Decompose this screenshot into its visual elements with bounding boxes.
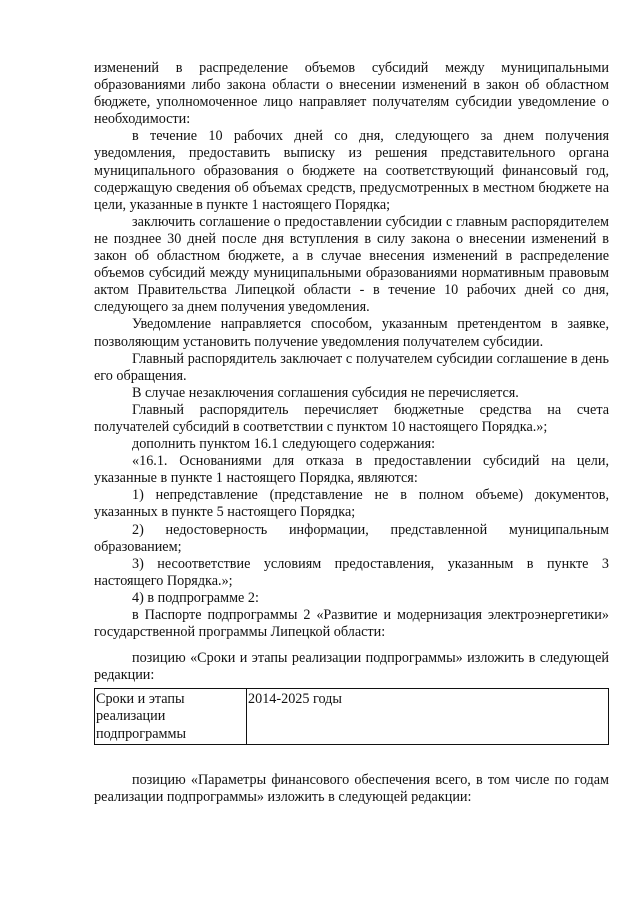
paragraph-final: позицию «Параметры финансового обеспечения всего, в том числе по годам реализации подпрограммы» изложить в следующей редакции:: [94, 771, 609, 805]
paragraph-7: Главный распорядитель перечисляет бюджетные средства на счета получателей субсидий в соответствии с пунктом 10 настоящего Порядка.»;: [94, 401, 609, 435]
paragraph-8: дополнить пунктом 16.1 следующего содержания:: [132, 436, 436, 453]
paragraph-14: в Паспорте подпрограммы 2 «Развитие и модернизация электроэнергетики» государственной программы Липецкой области:: [94, 607, 609, 641]
table-label-line: реализации: [96, 708, 166, 725]
table-cell-value: 2014-2025 годы: [247, 689, 609, 744]
paragraph-6: В случае незаключения соглашения субсидия не перечисляется.: [132, 384, 519, 401]
table-cell-label: [95, 689, 247, 744]
paragraph-3: заключить соглашение о предоставлении субсидии с главным распорядителем не позднее 30 дней после дня вступления в силу закона о внесении изменений в закон об областном бюджете, а в случае внесения изменений в распределение объемов субсидий между муниципальными образованиями нормативным правовым актом Правительства Липецкой области - в течение 10 рабочих дней со дня, следующего за днем получения уведомления.: [94, 213, 609, 316]
paragraph-1: изменений в распределение объемов субсидий между муниципальными образованиями либо закона области о внесении изменений в закон об областном бюджете, уполномоченное лицо направляет получателям субсидии уведомление о необходимости:: [94, 60, 609, 128]
paragraph-5: Главный распорядитель заключает с получателем субсидии соглашение в день его обращения.: [94, 350, 609, 384]
terms-table: [94, 688, 609, 744]
paragraph-15: позицию «Сроки и этапы реализации подпрограммы» изложить в следующей редакции:: [94, 650, 609, 684]
table-row: [95, 689, 609, 744]
paragraph-4: Уведомление направляется способом, указанным претендентом в заявке, позволяющим установить получение уведомления получателем субсидии.: [94, 316, 609, 350]
paragraph-9: «16.1. Основаниями для отказа в предоставлении субсидий на цели, указанные в пункте 1 настоящего Порядка, являются:: [94, 453, 609, 487]
paragraph-2: в течение 10 рабочих дней со дня, следующего за днем получения уведомления, предоставить выписку из решения представительного органа муниципального образования о бюджете на соответствующий финансовый год, содержащую сведения об объемах средств, предусмотренных в местном бюджете на цели, указанные в пункте 1 настоящего Порядка;: [94, 128, 609, 213]
paragraph-10: 1) непредставление (представление не в полном объеме) документов, указанных в пункте 5 настоящего Порядка;: [94, 487, 609, 521]
document-page: [94, 60, 609, 806]
paragraph-12: 3) несоответствие условиям предоставления, указанным в пункте 3 настоящего Порядка.»;: [94, 555, 609, 589]
table-label-line: Сроки и этапы: [96, 691, 185, 708]
paragraph-13: 4) в подпрограмме 2:: [132, 589, 259, 606]
table-label-line: подпрограммы: [96, 725, 186, 742]
paragraph-11: 2) недостоверность информации, представленной муниципальным образованием;: [94, 521, 609, 555]
